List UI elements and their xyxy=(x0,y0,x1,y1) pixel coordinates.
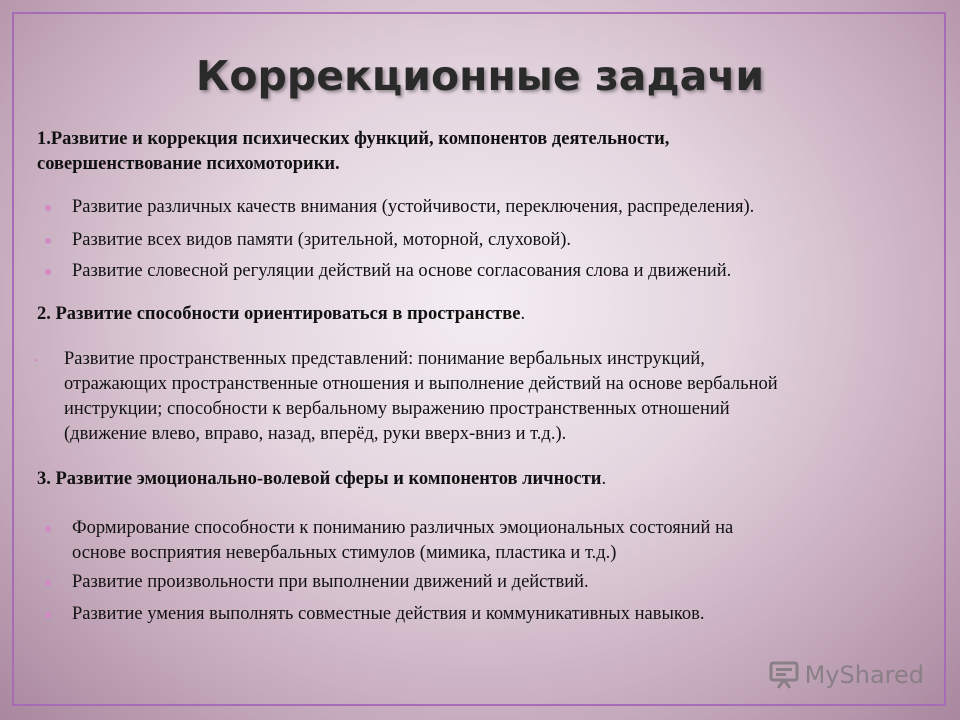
bullet-icon: ● xyxy=(44,522,53,537)
presentation-icon xyxy=(769,661,799,689)
bullet-icon: ● xyxy=(44,576,53,591)
list-item: ● Развитие всех видов памяти (зрительной, моторной, слуховой). xyxy=(72,228,571,253)
section-1-heading-line-1: 1.Развитие и коррекция психических функций, компонентов деятельности, xyxy=(37,129,670,149)
bullet-icon: ● xyxy=(44,608,53,623)
bullet-icon: ● xyxy=(44,265,53,280)
list-item: ● Формирование способности к пониманию различных эмоциональных состояний на основе восприятия невербальных стимулов (мимика, пластика и т.д.) xyxy=(44,518,734,563)
bullet-icon: ● xyxy=(44,201,53,216)
watermark-text: MyShared xyxy=(804,661,924,689)
section-2-heading: 2. Развитие способности ориентироваться в пространстве. xyxy=(37,304,526,324)
list-item: ● Развитие словесной регуляции действий на основе согласования слова и движений. xyxy=(72,259,731,284)
list-item: • Развитие пространственных представлений: понимание вербальных инструкций, отражающих пространственные отношения и выполнение действий на основе вербальной инструкции; способности к вербальному выражению пространственных отношений (движение влево, вправо, назад, вперёд, руки вверх-вниз и т.д.). xyxy=(34,349,778,444)
bullet-icon: ● xyxy=(44,234,53,249)
list-item: ● Развитие умения выполнять совместные действия и коммуникативных навыков. xyxy=(72,602,705,627)
section-3-heading: 3. Развитие эмоционально-волевой сферы и компонентов личности. xyxy=(37,469,607,489)
list-item: ● Развитие произвольности при выполнении движений и действий. xyxy=(72,570,589,595)
bullet-icon: • xyxy=(34,355,38,367)
slide-title: Коррекционные задачи xyxy=(195,52,765,100)
watermark-logo xyxy=(769,661,924,689)
section-1-heading-line-2: совершенствование психомоторики. xyxy=(37,154,340,174)
section-1-heading xyxy=(37,127,669,177)
list-item: ● Развитие различных качеств внимания (устойчивости, переключения, распределения). xyxy=(72,195,754,220)
